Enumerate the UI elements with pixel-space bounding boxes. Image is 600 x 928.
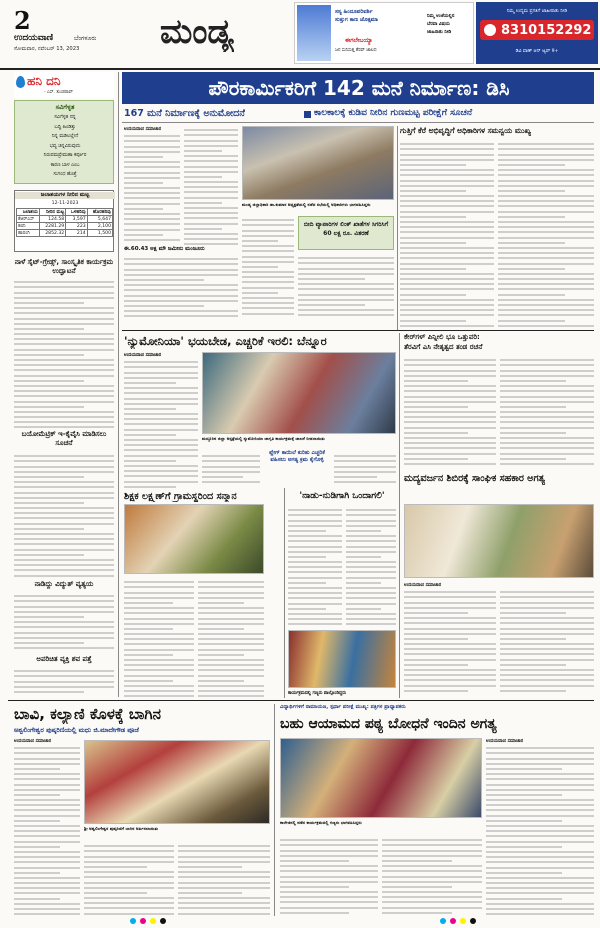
- madya-col-2: [500, 588, 594, 696]
- masthead-rule: [0, 68, 600, 70]
- right-headline-1: ಕೇರ್‌ಗಳ್ ಪಿನ್ನೀಲಿ ಭೂ ಒತ್ತುವರಿ:: [404, 333, 480, 341]
- brand-title: ಹನಿ ದನಿ: [27, 74, 61, 88]
- madya-col-1: [404, 588, 496, 696]
- lead-byline: ಉದಯವಾಣಿ ಸಮಾಚಾರ: [124, 127, 162, 132]
- table-row: [17, 223, 113, 230]
- bavi-byline: ಉದಯವಾಣಿ ಸಮಾಚಾರ: [14, 739, 52, 744]
- lead-photo-caption: ಮಂಡ್ಯ ಜಿಲ್ಲಾಧಿಕಾರಿ ಡಾ.ಕುಮಾರ ಅಧ್ಯಕ್ಷತೆಯಲ್ಲಿ ನಡೆದ ಸಭೆಯಲ್ಲಿ ಅಧಿಕಾರಿಗಳು ಭಾಗವಹಿಸಿದ್ದರು: [242, 202, 371, 207]
- poem-title: ಸವಿಗೆಳ್ಳತ: [55, 103, 75, 111]
- sidebar-story-4-title: ಅಪರಿಚಿತ ವ್ಯಕ್ತಿ ಶವ ಪತ್ತೆ: [36, 655, 92, 663]
- reservoir-cell: 5,647: [87, 216, 112, 223]
- bahu-col-3: [382, 836, 482, 914]
- ad-top-right-line: ನಿಮ್ಮ ಉದ್ಯಮ ಪ್ರಗತಿಗೆ ಜಾಹೀರಾತು ನೀಡಿ: [506, 9, 568, 14]
- poem-lines: [15, 113, 115, 180]
- reservoir-header: ಜಲಾಶಯ: [17, 209, 40, 216]
- lead-subhead-2: ಕಾಲಕಾಲಕ್ಕೆ ಕುಡಿವ ನೀರಿನ ಗುಣಮಟ್ಟ ಪರೀಕ್ಷೆಗೆ ಸೂಚನೆ: [314, 108, 473, 118]
- bavi-photo: [84, 740, 270, 824]
- pneumonia-quote: ಪ್ಲೇಗ್ ಕಾಯಿಲೆ ಕುರಿತು ಎಚ್ಚರಿಕೆ ವಹಿಸಲು ಅಗತ್ಯ ಕ್ರಮ ಕೈಗೊಳ್ಳಿ: [269, 450, 325, 463]
- ad-right-1: ನಿಮ್ಮ ಉಜೆಯಲ್ಲಿನ: [427, 14, 455, 19]
- naadu-photo: [288, 630, 396, 688]
- reservoir-header: ಹೊರಹರಿವು: [87, 209, 112, 216]
- registration-mark-yellow: [460, 918, 466, 924]
- registration-mark-black: [470, 918, 476, 924]
- reservoir-box: [14, 190, 114, 252]
- reservoir-cell: 214: [66, 230, 87, 237]
- sidebar-story-3-body: [14, 592, 114, 652]
- naadu-caption: ಕಾರ್ಯಕ್ರಮದಲ್ಲಿ ಗಣ್ಯರು ಪಾಲ್ಗೊಂಡಿದ್ದರು: [288, 691, 346, 696]
- bottom-divider: [274, 704, 275, 916]
- sidebar-story-1-title: ನಾಳೆ ಸೈಟ್‌-ಗ್ರೇಡ್ಸ್‌, ಸಾಂಸ್ಕೃತಿಕ ಕಾರ್ಯಕ್ರಮ ಉದ್ಘಾಟನೆ: [14, 258, 114, 275]
- teacher-col-2: [198, 578, 264, 698]
- madya-photo: [404, 504, 594, 578]
- right-col-1: [404, 356, 496, 468]
- registration-mark-cyan: [130, 918, 136, 924]
- right-col-2: [500, 356, 594, 468]
- poem-line: ಬದ್ದಿ ಹಿಂಡಿತ್ತು: [54, 124, 76, 130]
- teacher-photo: [124, 504, 264, 574]
- registration-mark-cyan: [440, 918, 446, 924]
- bahu-photo: [280, 738, 482, 818]
- ad-top-right-footer: ಡಿವಿ ವಾಣ್ ಆನ್ ಆ್ಯಪ್ 9+: [515, 49, 559, 54]
- lead-col-5: [298, 254, 394, 316]
- reservoir-header: ಒಳಹರಿವು: [66, 209, 87, 216]
- lead-right-title: ಗುತ್ತಿಗೆ ಕೆರೆ ಅಭಿವೃದ್ಧಿಗೆ ಅಧಿಕಾರಿಗಳ ಸಮನ್ವಯ ಮುಖ್ಯ: [400, 126, 531, 135]
- reservoir-cell: 1,500: [87, 230, 112, 237]
- brand-box: [14, 72, 114, 98]
- lead-col-1: [124, 132, 180, 240]
- pneumonia-headline: 'ನ್ಯುಮೋನಿಯಾ' ಭಯಬೇಡ, ಎಚ್ಚರಿಕೆ ಇರಲಿ: ಬೆನ್ನೂರ: [124, 334, 327, 348]
- section-title: ಮಂಡ್ಯ: [160, 12, 234, 52]
- reservoir-table: [16, 208, 113, 237]
- reservoir-cell: 3,597: [66, 216, 87, 223]
- registration-mark-black: [160, 918, 166, 924]
- lead-subhead-rule: [122, 122, 594, 123]
- sidebar-divider: [118, 72, 119, 697]
- sidebar-story-2-title: ಬಯೋಮೆಟ್ರಿಕ್ ಇ-ಕೈವೈಸಿ ಮಾಡಿಸಲು ಸೂಚನೆ: [21, 430, 107, 447]
- edition: ಬೆಂಗಳೂರು: [74, 35, 97, 42]
- reservoir-date: 12-11-2023: [51, 201, 79, 206]
- bahu-byline: ಉದಯವಾಣಿ ಸಮಾಚಾರ: [486, 739, 524, 744]
- registration-mark-magenta: [450, 918, 456, 924]
- ad-top-middle: [294, 2, 474, 64]
- poem-line: ಭವ್ಯ ಚಿನ್ನವಿರುವುದು: [49, 143, 81, 149]
- masthead: [0, 0, 600, 70]
- pneumonia-col-2: [202, 452, 260, 488]
- bahu-col-1: [486, 744, 594, 914]
- poem-line: ಸುಗಂಧ ಹೊತ್ತೆ: [53, 172, 77, 177]
- reservoir-name: ಹಾರಂಗಿ: [17, 230, 40, 237]
- ad-line-2: ಸುತ್ತುಗ ಕಾಣ ಜೊತ್ಸಮಾ: [335, 17, 378, 23]
- poem-line: ನಿನ್ನ ಮಡಿಲಲ್ಲೇನೆ: [51, 134, 79, 139]
- poem-line: ಸವಿಗೆಳ್ಳತ ನನ್ನ: [54, 115, 76, 120]
- reservoir-name: ಕಬಿನಿ: [17, 223, 40, 230]
- registration-mark-magenta: [140, 918, 146, 924]
- lead-sub-item: ಈ.60.43 ಅಕ್ಷ ಮೌ ಜಮೀನು ಮಂಜೂರು: [124, 246, 205, 252]
- madya-headline: ಮದ್ಯವರ್ಜನ ಶಿಬಿರಕ್ಕೆ ಸಾಂಘಿಕ ಸಹಕಾರ ಅಗತ್ಯ: [404, 473, 545, 484]
- lead-headline: ಪೌರಕಾರ್ಮಿಕರಿಗೆ 142 ಮನೆ ನಿರ್ಮಾಣ: ಡಿಸಿ: [208, 76, 510, 100]
- bavi-col-1: [14, 744, 80, 914]
- reservoir-header-row: [17, 209, 113, 216]
- ad-phone-number: 8310152292: [501, 23, 592, 38]
- bahu-col-2: [280, 836, 378, 914]
- bavi-col-3: [178, 842, 270, 914]
- pneumonia-col-1: [124, 358, 198, 488]
- lead-box-title: ಬೀದಿ ವ್ಯಾಪಾರಿಗಳ ಲಿಂಕ್ ಖಾತೆಗಳ ಸಿಗರಿಸಿಗೆ 60 ಲಕ್ಷ ರೂ. ವಿತರಣೆ: [303, 221, 389, 237]
- sidebar-story-4-body: [14, 667, 114, 697]
- square-bullet-icon: [304, 111, 311, 118]
- reservoir-cell: 2281.29: [39, 223, 65, 230]
- bahu-headline: ಬಹು ಆಯಾಮದ ಪಠ್ಯ ಬೋಧನೆ ಇಂದಿನ ಅಗತ್ಯ: [280, 716, 497, 732]
- ad-line-1: ಸಸ್ಯ ಹಿಂದೂಪರಿವರ್ಶಿ: [335, 9, 373, 15]
- madya-byline: ಉದಯವಾಣಿ ಸಮಾಚಾರ: [404, 583, 442, 588]
- lead-divider: [397, 126, 398, 330]
- sidebar: [14, 72, 114, 697]
- pneumonia-col-3: [334, 452, 396, 488]
- naadu-col-1: [288, 506, 342, 626]
- pneumonia-byline: ಉದಯವಾಣಿ ಸಮಾಚಾರ: [124, 353, 162, 358]
- lead-col-2: [184, 126, 238, 246]
- right-divider: [399, 333, 400, 698]
- bavi-headline: ಬಾವಿ, ಕಲ್ಯಾಣಿ ಕೊಳಕ್ಕೆ ಬಾಗಿನ: [14, 705, 161, 723]
- phone-icon: [484, 24, 496, 36]
- ad-right-3: ಜಾಹಿರಾತು ನೀಡಿ: [427, 30, 452, 35]
- bahu-caption: ಕಾಲೇಜಿನಲ್ಲಿ ನಡೆದ ಕಾರ್ಯಕ್ರಮದಲ್ಲಿ ಗಣ್ಯರು ಭಾಗವಹಿಸಿದ್ದರು: [280, 820, 362, 825]
- naadu-col-2: [346, 506, 396, 626]
- sidebar-story-3-title: ನಾಡಿದ್ದು ವಿದ್ಯುತ್ ವ್ಯತ್ಯಯ: [34, 580, 94, 588]
- ad-top-right: [476, 2, 598, 64]
- poem-box: [14, 100, 114, 184]
- lead-right-col-1: [400, 140, 494, 326]
- reservoir-header: ನೀರಿನ ಮಟ್ಟ: [39, 209, 65, 216]
- lead-col-3: [124, 255, 238, 315]
- page-number: 2: [14, 6, 31, 35]
- bahu-kicker: ವಿದ್ಯಾರ್ಥಿಗಳಿಗೆ ರಾಮಾಯಣ, ಸ್ಪರ್ಧಾ ಪರೀಕ್ಷೆ ಮುಖ್ಯ: ಪತ್ರಿಗಳ ಪ್ರಾಧ್ಯಾಪಕರು: [280, 704, 406, 710]
- registration-mark-yellow: [150, 918, 156, 924]
- poem-line: ನಿರುಪಮಪ್ರೇಮಹಾ ಕರ್ಪೂರ: [43, 153, 87, 158]
- ad-line-4: ಜನ ಸುನಿಸುತ್ತ ತೆರವ್ ಜಾಲದ: [335, 48, 377, 53]
- reservoir-name: ಕೆಆರ್‌ಎಸ್: [17, 216, 40, 223]
- bottom-section-rule: [8, 700, 594, 701]
- ad-figure: [297, 5, 331, 61]
- lead-subhead: 167 ಮನೆ ನಿರ್ಮಾಣಕ್ಕೆ ಅನುಮೋದನೆ: [124, 108, 245, 119]
- water-drop-icon: [16, 76, 25, 88]
- lead-bottom-rule: [122, 330, 594, 331]
- brand-sub: - ಎಸ್. ತುಂಡರಾವ್: [44, 90, 73, 95]
- sidebar-story-2-body: [14, 452, 114, 577]
- pneumonia-caption: ಮದ್ದೂರಿನ ಜಿಲ್ಲಾ ಆಸ್ಪತ್ರೆಯಲ್ಲಿ ನ್ಯುಮೋನಿಯಾ ಜಾಗೃತಿ ಕಾರ್ಯಕ್ರಮಕ್ಕೆ ಚಾಲನೆ ನೀಡಲಾಯಿತು: [202, 436, 325, 441]
- naadu-headline: 'ನಾಡು-ನುಡಿಗಾಗಿ ಒಂದಾಗಲಿ': [299, 491, 385, 501]
- sidebar-story-1-body: [14, 278, 114, 428]
- ad-line-3: ಈಗಲೇಬಯ್ಯಾ: [345, 37, 373, 44]
- table-row: [17, 230, 113, 237]
- poem-line: ಕಾರಣ ಬಾಳ ಎಂಬ: [50, 162, 80, 168]
- lead-right-col-2: [498, 140, 594, 326]
- reservoir-cell: 124.58: [39, 216, 65, 223]
- teacher-col-1: [124, 578, 194, 698]
- reservoir-title: ಜಲಾಶಯಗಳ ನೀರಿನ ಮಟ್ಟ: [15, 192, 115, 199]
- lead-photo: [242, 126, 394, 200]
- bavi-caption: ಶ್ರೀ ಅಶ್ವಲಿಂಗೇಶ್ವರ ಪುಷ್ಕರಿಣಿಗೆ ಬಾಗಿನ ಅರ್ಪಿಸಲಾಯಿತು: [84, 826, 159, 831]
- reservoir-cell: 223: [66, 223, 87, 230]
- bavi-subhead: ಅಶ್ವಲಿಂಗೇಶ್ವರ ಪುಷ್ಕರಿಣಿಯಲ್ಲಿ ಮಧು ಜಿ.ಮಾದೇಗೌಡ ಪೂಜೆ: [14, 726, 139, 734]
- bavi-col-2: [84, 842, 174, 914]
- table-row: [17, 216, 113, 223]
- date-line: ಸೋಮವಾರ, ನವೆಂಬರ್ 13, 2023: [14, 46, 80, 52]
- reservoir-cell: 2852.32: [39, 230, 65, 237]
- naadu-divider: [284, 488, 285, 698]
- teacher-headline: ಶಿಕ್ಷಕ ಲಕ್ಷ್ಮಣ್‌ಗೆ ಗ್ರಾಮಸ್ಥರಿಂದ ಸನ್ಮಾನ: [124, 491, 237, 502]
- pneumonia-photo: [202, 352, 396, 434]
- ad-right-2: ಬೆರವಾ ವಿಷಯ: [427, 22, 450, 27]
- lead-col-4: [242, 216, 294, 316]
- right-headline-2: ತೆರವಿಗೆ ಎಸಿ ನೇತೃತ್ವದ ತಂಡ ರಚನೆ: [404, 343, 483, 351]
- reservoir-cell: 2,100: [87, 223, 112, 230]
- paper-name: ಉದಯವಾಣಿ: [14, 33, 54, 43]
